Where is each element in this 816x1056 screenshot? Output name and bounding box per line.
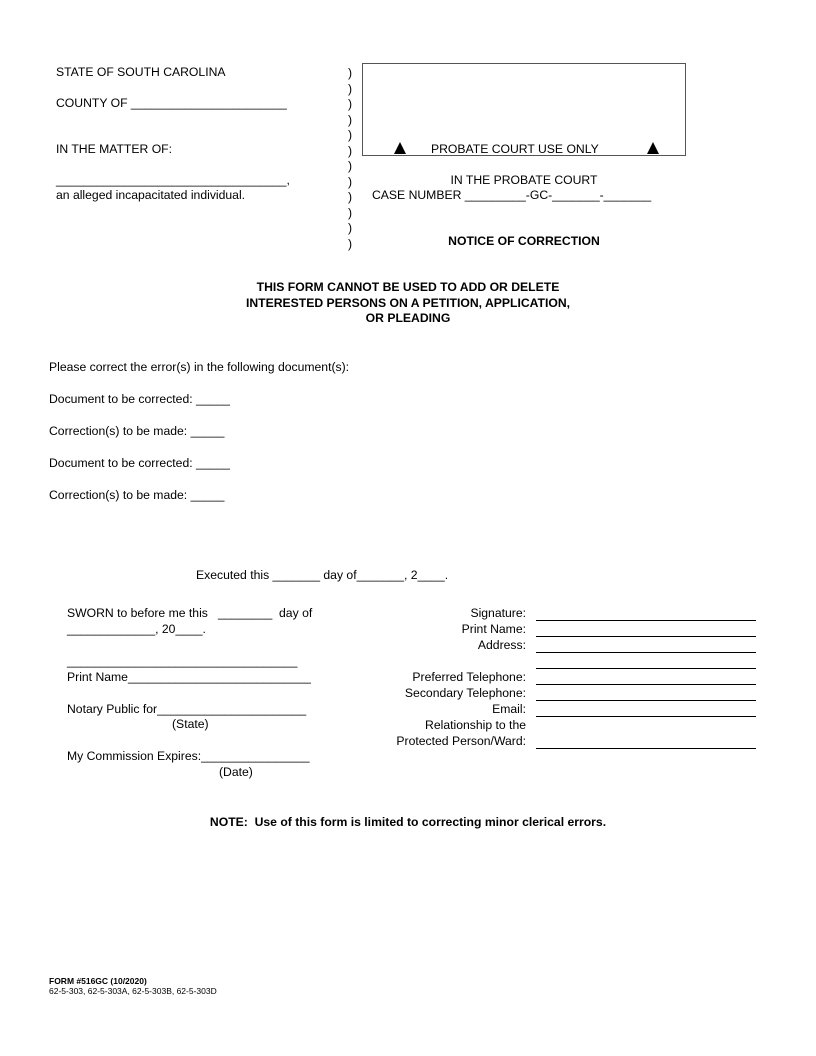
- commission-expires-field[interactable]: My Commission Expires:________________: [67, 749, 310, 763]
- address-input-line-2[interactable]: [536, 668, 756, 669]
- court-use-label: PROBATE COURT USE ONLY: [431, 142, 599, 156]
- print-name-label: Print Name:: [461, 622, 526, 636]
- secondary-telephone-input-line[interactable]: [536, 700, 756, 701]
- address-input-line[interactable]: [536, 652, 756, 653]
- signature-input-line[interactable]: [536, 620, 756, 621]
- alleged-name-field[interactable]: __________________________________,: [56, 173, 290, 187]
- preferred-telephone-input-line[interactable]: [536, 684, 756, 685]
- relationship-label-2: Protected Person/Ward:: [396, 734, 526, 748]
- address-label: Address:: [477, 638, 526, 652]
- email-input-line[interactable]: [536, 716, 756, 717]
- caption-divider: ) ) ) ) ) ) ) ) ) ) ) ): [348, 66, 353, 251]
- form-number: FORM #516GC (10/2020): [49, 976, 147, 986]
- state-caption: (State): [172, 717, 209, 731]
- warning-line-2: INTERESTED PERSONS ON A PETITION, APPLICATION,: [245, 296, 571, 310]
- statute-references: 62-5-303, 62-5-303A, 62-5-303B, 62-5-303D: [49, 986, 217, 996]
- document-field-1[interactable]: Document to be corrected: _____: [49, 392, 230, 406]
- notary-print-name-field[interactable]: Print Name___________________________: [67, 670, 311, 684]
- alleged-label: an alleged incapacitated individual.: [56, 188, 246, 202]
- email-label: Email:: [492, 702, 526, 716]
- case-number-field[interactable]: CASE NUMBER _________-GC-_______-_______: [372, 188, 652, 202]
- intro-text: Please correct the error(s) in the following document(s):: [49, 360, 350, 374]
- signature-label: Signature:: [470, 606, 526, 620]
- notary-signature-line[interactable]: __________________________________: [67, 654, 298, 668]
- correction-field-2[interactable]: Correction(s) to be made: _____: [49, 488, 225, 502]
- note-text: NOTE: Use of this form is limited to correcting minor clerical errors.: [209, 815, 607, 829]
- state-label: STATE OF SOUTH CAROLINA: [56, 65, 226, 79]
- matter-label: IN THE MATTER OF:: [56, 142, 173, 156]
- preferred-telephone-label: Preferred Telephone:: [412, 670, 526, 684]
- relationship-label-1: Relationship to the: [425, 718, 526, 732]
- court-name: IN THE PROBATE COURT: [450, 173, 598, 187]
- form-title: NOTICE OF CORRECTION: [448, 234, 600, 248]
- sworn-date-field[interactable]: _____________, 20____.: [67, 622, 206, 636]
- warning-line-1: THIS FORM CANNOT BE USED TO ADD OR DELETE: [256, 280, 560, 294]
- up-arrow-icon: [647, 142, 659, 154]
- county-field[interactable]: COUNTY OF _______________________: [56, 96, 287, 110]
- notary-state-field[interactable]: Notary Public for______________________: [67, 702, 307, 716]
- relationship-input-line[interactable]: [536, 748, 756, 749]
- executed-date-field[interactable]: Executed this _______ day of_______, 2____.: [196, 568, 449, 582]
- secondary-telephone-label: Secondary Telephone:: [404, 686, 526, 700]
- sworn-text[interactable]: SWORN to before me this ________ day of: [67, 606, 313, 620]
- date-caption: (Date): [219, 765, 253, 779]
- correction-field-1[interactable]: Correction(s) to be made: _____: [49, 424, 225, 438]
- document-field-2[interactable]: Document to be corrected: _____: [49, 456, 230, 470]
- up-arrow-icon: [394, 142, 406, 154]
- warning-line-3: OR PLEADING: [365, 311, 451, 325]
- print-name-input-line[interactable]: [536, 636, 756, 637]
